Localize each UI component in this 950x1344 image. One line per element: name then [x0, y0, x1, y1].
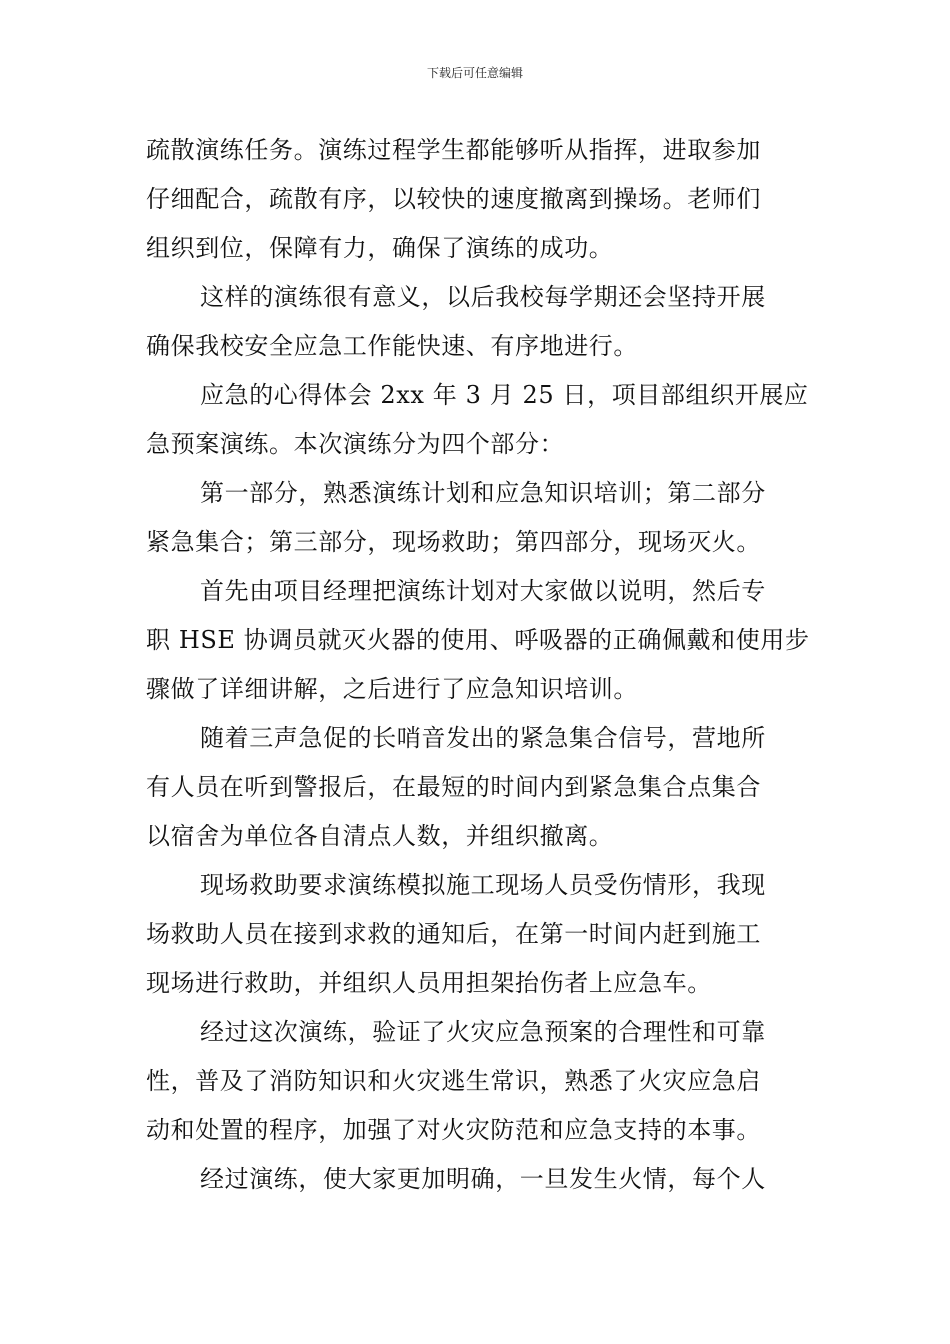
text-line: 随着三声急促的长哨音发出的紧急集合信号，营地所: [200, 724, 766, 752]
text-line: 现场救助要求演练模拟施工现场人员受伤情形，我现: [200, 871, 766, 899]
paragraph-5: [146, 567, 808, 714]
text-line: 动和处置的程序，加强了对火灾防范和应急支持的本事。: [146, 1116, 761, 1144]
paragraph-9: [146, 1155, 808, 1204]
text-line: 第一部分，熟悉演练计划和应急知识培训；第二部分: [200, 479, 766, 507]
text-line: 仔细配合，疏散有序，以较快的速度撤离到操场。老师们: [146, 185, 761, 213]
text-line: 职 HSE 协调员就灭火器的使用、呼吸器的正确佩戴和使用步: [146, 626, 810, 654]
paragraph-8: [146, 1008, 808, 1155]
text-line: 现场进行救助，并组织人员用担架抬伤者上应急车。: [146, 969, 712, 997]
text-line: 经过这次演练，验证了火灾应急预案的合理性和可靠: [200, 1018, 766, 1046]
text-line: 紧急集合；第三部分，现场救助；第四部分，现场灭火。: [146, 528, 761, 556]
text-line: 急预案演练。本次演练分为四个部分：: [146, 430, 565, 458]
text-line: 这样的演练很有意义，以后我校每学期还会坚持开展: [200, 283, 766, 311]
text-line: 确保我校安全应急工作能快速、有序地进行。: [146, 332, 638, 360]
text-line: 经过演练，使大家更加明确，一旦发生火情，每个人: [200, 1165, 766, 1193]
paragraph-2: [146, 273, 808, 371]
text-line: 性，普及了消防知识和火灾逃生常识，熟悉了火灾应急启: [146, 1067, 761, 1095]
paragraph-6: [146, 714, 808, 861]
text-line: 以宿舍为单位各自清点人数，并组织撤离。: [146, 822, 614, 850]
paragraph-3: [146, 371, 808, 469]
text-line: 有人员在听到警报后，在最短的时间内到紧急集合点集合: [146, 773, 761, 801]
text-line: 骤做了详细讲解，之后进行了应急知识培训。: [146, 675, 638, 703]
paragraph-1: [146, 126, 808, 273]
paragraph-7: [146, 861, 808, 1008]
text-line: 场救助人员在接到求救的通知后，在第一时间内赶到施工: [146, 920, 761, 948]
page-header: 下载后可任意编辑: [426, 66, 523, 80]
text-line: 首先由项目经理把演练计划对大家做以说明，然后专: [200, 577, 766, 605]
document-body: [146, 126, 808, 1204]
paragraph-4: [146, 469, 808, 567]
text-line: 应急的心得体会 2xx 年 3 月 25 日，项目部组织开展应: [200, 381, 809, 409]
text-line: 疏散演练任务。演练过程学生都能够听从指挥，进取参加: [146, 136, 761, 164]
text-line: 组织到位，保障有力，确保了演练的成功。: [146, 234, 614, 262]
